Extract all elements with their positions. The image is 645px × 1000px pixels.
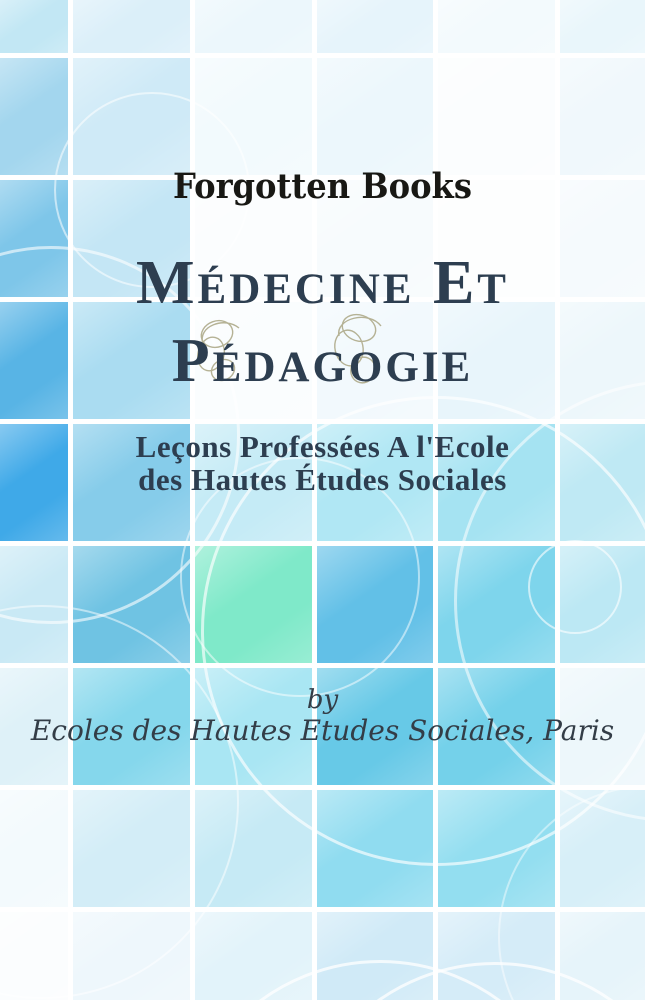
book-subtitle-line2: des Hautes Études Sociales (138, 462, 507, 497)
book-title-line2: Pédagogie (171, 327, 474, 395)
publisher-logo-text: Forgotten Books (173, 166, 472, 207)
book-subtitle (0, 430, 645, 496)
byline: by (306, 685, 339, 715)
book-title-line1: Médecine Et (136, 249, 509, 317)
book-title (0, 244, 645, 400)
book-subtitle-line1: Leçons Professées A l'Ecole (135, 429, 510, 464)
author-name: Ecoles des Hautes Etudes Sociales, Paris (30, 714, 615, 747)
publisher-logo (0, 166, 645, 207)
